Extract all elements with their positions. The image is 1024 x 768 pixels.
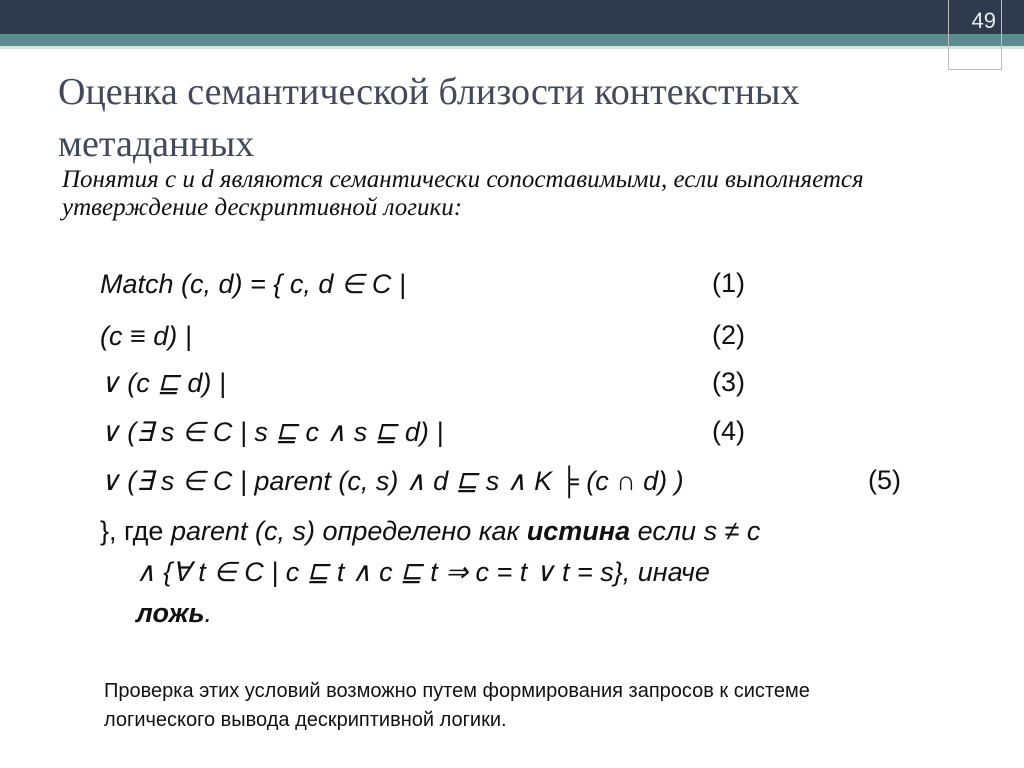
closing-where: }, где — [100, 516, 171, 546]
closing-if-clause: если s ≠ c — [630, 516, 761, 546]
equation-number-2: (2) — [712, 320, 745, 350]
slide-title: Оценка семантической близости контекстных метаданных — [58, 71, 800, 165]
equation-number-5: (5) — [868, 465, 901, 495]
equation-number-1: (1) — [712, 268, 745, 298]
formula-closing-line-1 — [100, 515, 760, 547]
equation-number-3: (3) — [712, 367, 745, 397]
equation-number-4: (4) — [712, 416, 745, 446]
slide-accent-stripe — [0, 34, 1024, 46]
formula-closing-line-3 — [136, 597, 212, 629]
formula-line-1: Match (c, d) = { c, d ∈ C | — [100, 269, 406, 299]
formula-line-3: ∨ (c ⊑ d) | — [100, 368, 226, 398]
closing-parent-defined: parent (c, s) определено как — [170, 516, 527, 546]
slide-accent-line — [0, 46, 1024, 49]
closing-false-word: ложь — [136, 598, 205, 628]
slide-number: 49 — [971, 8, 996, 33]
formula-line-2: (c ≡ d) | — [100, 321, 192, 351]
slide-intro-text: Понятия c и d являются семантически сопоставимыми, если выполняется утверждение дескриптивной логики: — [62, 166, 864, 221]
slide-top-bar — [0, 0, 1024, 34]
formula-line-4: ∨ (∃ s ∈ C | s ⊑ c ∧ s ⊑ d) | — [100, 417, 444, 447]
formula-closing-line-2: ∧ {∀ t ∈ C | c ⊑ t ∧ c ⊑ t ⇒ c = t ∨ t = s}, иначе — [136, 557, 710, 587]
footer-note: Проверка этих условий возможно путем формирования запросов к системе логического вывода дескриптивной логики. — [104, 680, 810, 731]
closing-period: . — [204, 598, 213, 628]
closing-true-word: истина — [526, 516, 631, 546]
formula-line-5: ∨ (∃ s ∈ C | parent (c, s) ∧ d ⊑ s ∧ K ╞ (c ∩ d) ) — [100, 466, 684, 496]
